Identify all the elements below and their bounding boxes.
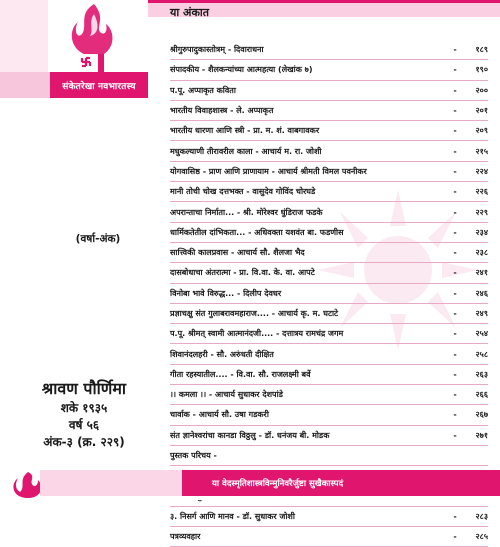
contents-row [170,304,488,324]
contents-item-title: चार्वाक - आचार्य सौ. उषा गडकरी [170,410,269,420]
contents-item-dash: - [453,65,457,75]
contents-item-title: दासबोधाचा अंतरात्मा - प्रा. वि.वा. के. वा. आपटे [170,268,315,278]
contents-item-title: विनोबा भावे विरुद्ध... - दिलीप देवधर [170,288,282,298]
contents-item-page: २०९ [475,126,488,136]
contents-item-page: २८५ [475,532,488,542]
contents-item-page: २१५ [475,146,488,156]
contents-item-title: संत ज्ञानेश्वरांचा कानडा विठ्ठलु - डॉ. धनंजय बी. मोडक [170,430,330,440]
contents-item-page: २६७ [475,410,488,420]
contents-item-title: प्रज्ञाचक्षु संत गुलाबरावमहाराज.... - आचार्य कृ. म. घटाटे [170,309,339,318]
issue-month: श्रावण पौर्णिमा [41,379,127,398]
contents-row [170,223,488,243]
contents-item-page: २८३ [475,511,488,521]
contents-item-dash: - [453,248,457,258]
contents-item-page: २४६ [475,288,488,298]
contents-item-dash: - [453,410,457,420]
contents-item-title: सात्त्विकी कालप्रवास - आचार्य सौ. शैलजा भैद [170,248,305,258]
footer-light-band [40,470,182,496]
contents-row [170,202,488,222]
contents-item-page: २३८ [475,248,488,258]
contents-item-dash: - [453,309,457,318]
contents-row [170,81,488,101]
contents-item-page: २६६ [475,390,488,400]
contents-item-page: १८९ [475,45,488,55]
contents-item-title: योगवासिष्ठ - प्राण आणि प्राणायाम - आचार्य श्रीमती विमल पवनीकर [170,166,367,176]
contents-item-page: २०० [475,85,488,95]
contents-item-title: प.पू. अप्पाकृत कविता [170,85,236,95]
contents-row [170,182,488,202]
contents-row [170,60,488,80]
contents-item-title: शिवानंदलहरी - सौ. अरुंधती दीक्षित [170,349,274,359]
contents-row [170,101,488,121]
contents-item-title: प.पू. श्रीमत् स्वामी आत्मानंदजी.... - दत्तात्रय रामचंद्र जगम [170,329,344,339]
contents-item-dash: - [453,369,457,379]
contents-item-dash: - [453,45,457,55]
contents-item-title: अपरान्ताचा निर्माता... - श्री. मोरेश्वर धुंडिराज फडके [170,207,323,217]
contents-item-dash: - [453,85,457,95]
contents-item-title: भारतीय धारणा आणि स्त्री - प्रा. म. शं. वाबगावकर [170,126,320,136]
contents-row [170,141,488,161]
contents-header-bar [148,0,500,17]
issue-number: अंक-३ (क्र. २२९) [43,435,125,449]
contents-row [170,426,488,446]
contents-item-title: भारतीय विवाहशास्त्र - ले. अप्पाकृत [170,106,274,116]
contents-item-title: ३. निसर्ग आणि मानव - डॉ. सुधाकर जोशी [170,511,295,521]
contents-item-dash: - [453,349,457,359]
contents-row [170,446,488,466]
contents-item-page: २२४ [475,166,488,176]
contents-row [170,365,488,385]
contents-item-dash: - [453,166,457,176]
footer-motto: या वेदस्मृतिशास्त्रविन्मुनिवरैर्जुष्टा सुखैकास्पदं [182,470,500,496]
contents-row [170,405,488,425]
contents-item-dash: - [453,511,457,521]
contents-item-dash: - [453,106,457,116]
contents-item-page: २२९ [475,207,488,217]
contents-item-dash: - [453,126,457,136]
contents-item-title: मधुकल्याणी तीरावरील काला - आचार्य म. रा. जोशी [170,146,322,156]
left-column [0,0,148,500]
issue-details [20,400,148,451]
contents-item-page: १९० [475,65,488,75]
contents-item-title: धार्मिकतेतील दांभिकता... - अधिवक्ता यशवंत बा. फडणीस [170,227,344,237]
contents-item-page: २५८ [475,349,488,359]
brand-strip-accent [0,72,50,98]
contents-item-title: संपादकीय - शैलकन्यांच्या आत्महत्या (लेखांक ७) [170,65,313,75]
contents-item-title: पुस्तक परिचय - [170,451,217,461]
left-pink-panel [0,0,48,72]
contents-row [170,324,488,344]
contents-title: या अंकात [170,6,210,19]
contents-row [170,385,488,405]
contents-item-title: श्रीगुरुपादुकास्तोत्रम् - दिवाराधना [170,45,264,55]
contents-item-page: २७१ [475,430,488,440]
contents-item-title: पत्रव्यवहार [170,532,201,542]
contents-row [170,162,488,182]
issue-type: (वर्षा-अंक) [75,233,121,245]
contents-item-dash: - [453,146,457,156]
contents-item-page: २४१ [475,268,488,278]
contents-item-dash: - [453,329,457,339]
contents-item-dash: - [453,227,457,237]
contents-item-dash: - [453,532,457,542]
contents-item-dash: - [453,288,457,298]
contents-item-dash: - [453,430,457,440]
contents-item-page: २५४ [475,329,488,339]
issue-year: वर्ष ५६ [68,418,100,432]
issue-shake: शके १९३५ [60,401,108,415]
flame-swastika-logo-icon [48,0,134,72]
contents-item-dash: - [453,390,457,400]
contents-item-title: मानी तोची चोख दत्तभक्त - वासुदेव गोविंद चोरघडे [170,187,316,197]
contents-item-page: २२६ [475,187,488,197]
contents-row [170,344,488,364]
contents-row [170,40,488,60]
contents-item-page: २६३ [475,369,488,379]
contents-item-page: २०१ [475,106,488,116]
contents-item-title: ।। कमला ।। - आचार्य सुधाकर देशपांडे [170,390,283,400]
brand-name: संकेतरेखा नवभारतस्य [50,72,148,98]
contents-row [170,527,488,547]
contents-row [170,243,488,263]
contents-item-dash: - [453,268,457,278]
contents-item-dash: - [453,207,457,217]
contents-row [170,507,488,527]
contents-row [170,263,488,283]
contents-row [170,121,488,141]
contents-item-dash: - [453,187,457,197]
contents-row [170,284,488,304]
contents-item-title: गीता रहस्यातील.... - वि.वा. सौ. राजलक्ष्मी बर्वे [170,369,311,379]
contents-item-page: २४९ [475,309,488,318]
contents-item-page: २३४ [475,227,488,237]
